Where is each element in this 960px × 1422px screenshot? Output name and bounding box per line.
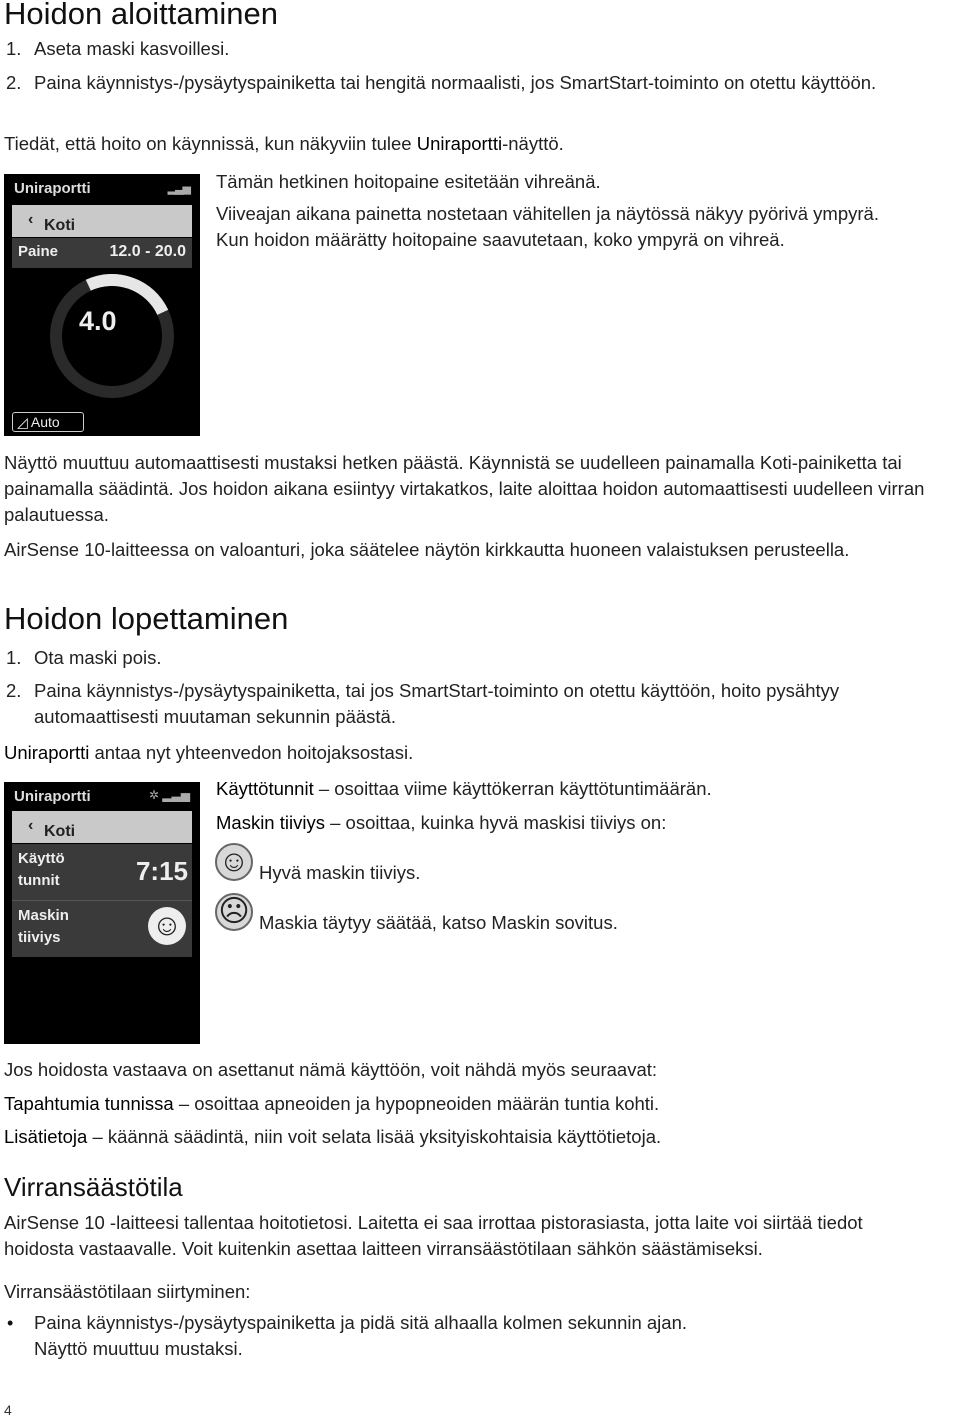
screen-title: Uniraportti [14,788,91,805]
step-number: 1. [6,647,22,668]
back-home-button[interactable] [12,205,192,237]
step-number: 2. [6,680,22,701]
back-home-label: ‹ Koti [28,817,76,840]
page-number: 4 [4,1402,12,1418]
mask-seal-row [12,900,192,957]
good-seal-text: Hyvä maskin tiiviys. [259,862,421,883]
back-home-label: ‹ Koti [28,211,76,234]
pressure-range: 12.0 - 20.0 [109,243,186,260]
device-screen-uniraportti [4,174,200,436]
smiley-face-icon: ☺ [148,907,186,945]
bullet-icon: • [7,1313,14,1333]
usage-hours-label-2: tunnit [18,872,60,889]
pressure-label: Paine [18,243,59,260]
section-title-stop: Hoidon lopettaminen [4,601,289,636]
usage-hours-label-1: Käyttö [18,850,65,867]
mask-seal-label-2: tiiviys [18,929,61,946]
status-icons: ✲ ▂▃▅ [148,788,190,802]
uniraportti-term: Uniraportti [416,133,503,154]
step-text: Ota maski pois. [34,647,162,668]
mask-seal-label-1: Maskin [18,907,69,924]
uniraportti-term: Uniraportti [4,742,90,763]
back-home-button[interactable] [12,811,192,843]
provider-intro: Jos hoidosta vastaava on asettanut nämä käyttöön, voit nähdä myös seuraavat: [4,1059,658,1080]
usage-hours-description: Käyttötunnit – osoittaa viime käyttökerran käyttötuntimäärän. [216,778,712,799]
screen-title: Uniraportti [14,180,91,197]
happy-face-icon: ☺ [215,843,253,881]
description-current-pressure: Tämän hetkinen hoitopaine esitetään vihreänä. [216,171,601,192]
more-info: Lisätietoja – käännä säädintä, niin voit selata lisää yksityiskohtaisia käyttötietoja. [4,1126,662,1147]
power-save-subtitle: Virransäästötilaan siirtyminen: [4,1281,251,1302]
mask-seal-term: Maskin tiiviys [216,812,325,833]
sad-face-icon: ☹ [215,893,253,931]
bullet-text: Paina käynnistys-/pysäytyspainiketta ja pidä sitä alhaalla kolmen sekunnin ajan. [34,1312,688,1333]
info-paragraph: Tiedät, että hoito on käynnissä, kun näkyviin tulee Uniraportti-näyttö. [4,133,564,154]
more-info-term: Lisätietoja [4,1126,88,1147]
mask-seal-description: Maskin tiiviys – osoittaa, kuinka hyvä maskisi tiiviys on: [216,812,667,833]
step-text: Paina käynnistys-/pysäytyspainiketta tai hengitä normaalisti, jos SmartStart-toiminto on otettu käyttöön. [34,72,877,93]
step-number: 1. [6,38,22,59]
description-full-circle: Kun hoidon määrätty hoitopaine saavutetaan, koko ympyrä on vihreä. [216,229,785,250]
bad-seal-text: Maskia täytyy säätää, katso Maskin sovitus. [259,912,618,933]
usage-hours-term: Käyttötunnit [216,778,314,799]
auto-mode-badge: ◿ Auto [12,412,84,432]
step-text: Aseta maski kasvoillesi. [34,38,230,59]
description-ramp: Viiveajan aikana painetta nostetaan vähitellen ja näytössä näkyy pyörivä ympyrä. [216,203,879,224]
usage-hours-value: 7:15 [135,856,188,886]
section-title-start: Hoidon aloittaminen [4,0,279,31]
summary-paragraph: Uniraportti antaa nyt yhteenvedon hoitojaksostasi. [4,742,414,763]
events-per-hour: Tapahtumia tunnissa – osoittaa apneoiden ja hypopneoiden määrän tuntia kohti. [4,1093,660,1114]
usage-hours-row [12,844,192,900]
pressure-value: 4.0 [79,306,117,336]
signal-icon: ▂▃▅ [167,183,190,195]
screen-off-paragraph: Näyttö muuttuu automaattisesti mustaksi hetken päästä. Käynnistä se uudelleen painamalla Koti-painiketta tai painamalla säädintä. Jos hoidon aikana esiintyy virtakatkos, laite aloittaa hoidon automaattisesti uudelleen virran palautuessa. [4,452,925,525]
light-sensor-paragraph: AirSense 10-laitteessa on valoanturi, joka säätelee näytön kirkkautta huoneen valaistuksen perusteella. [4,539,850,560]
device-screen-summary [4,782,200,1044]
power-save-paragraph: AirSense 10 -laitteesi tallentaa hoitotietosi. Laitetta ei saa irrottaa pistorasiasta, jotta laite voi siirtää tiedot hoidosta vastaavalle. Voit kuitenkin asettaa laitteen virransäästötilaan sähkön säästämiseksi. [4,1212,863,1259]
pressure-row [12,238,192,268]
bullet-text-line2: Näyttö muuttuu mustaksi. [34,1338,243,1359]
step-text: Paina käynnistys-/pysäytyspainiketta, tai jos SmartStart-toiminto on otettu käyttöön, hoito pysähtyy automaattisesti muutaman sekunnin päästä. [34,680,840,727]
section-title-power-save: Virransäästötila [4,1172,183,1202]
ramp-icon: ◿ [17,414,28,430]
events-term: Tapahtumia tunnissa [4,1093,174,1114]
step-number: 2. [6,72,22,93]
